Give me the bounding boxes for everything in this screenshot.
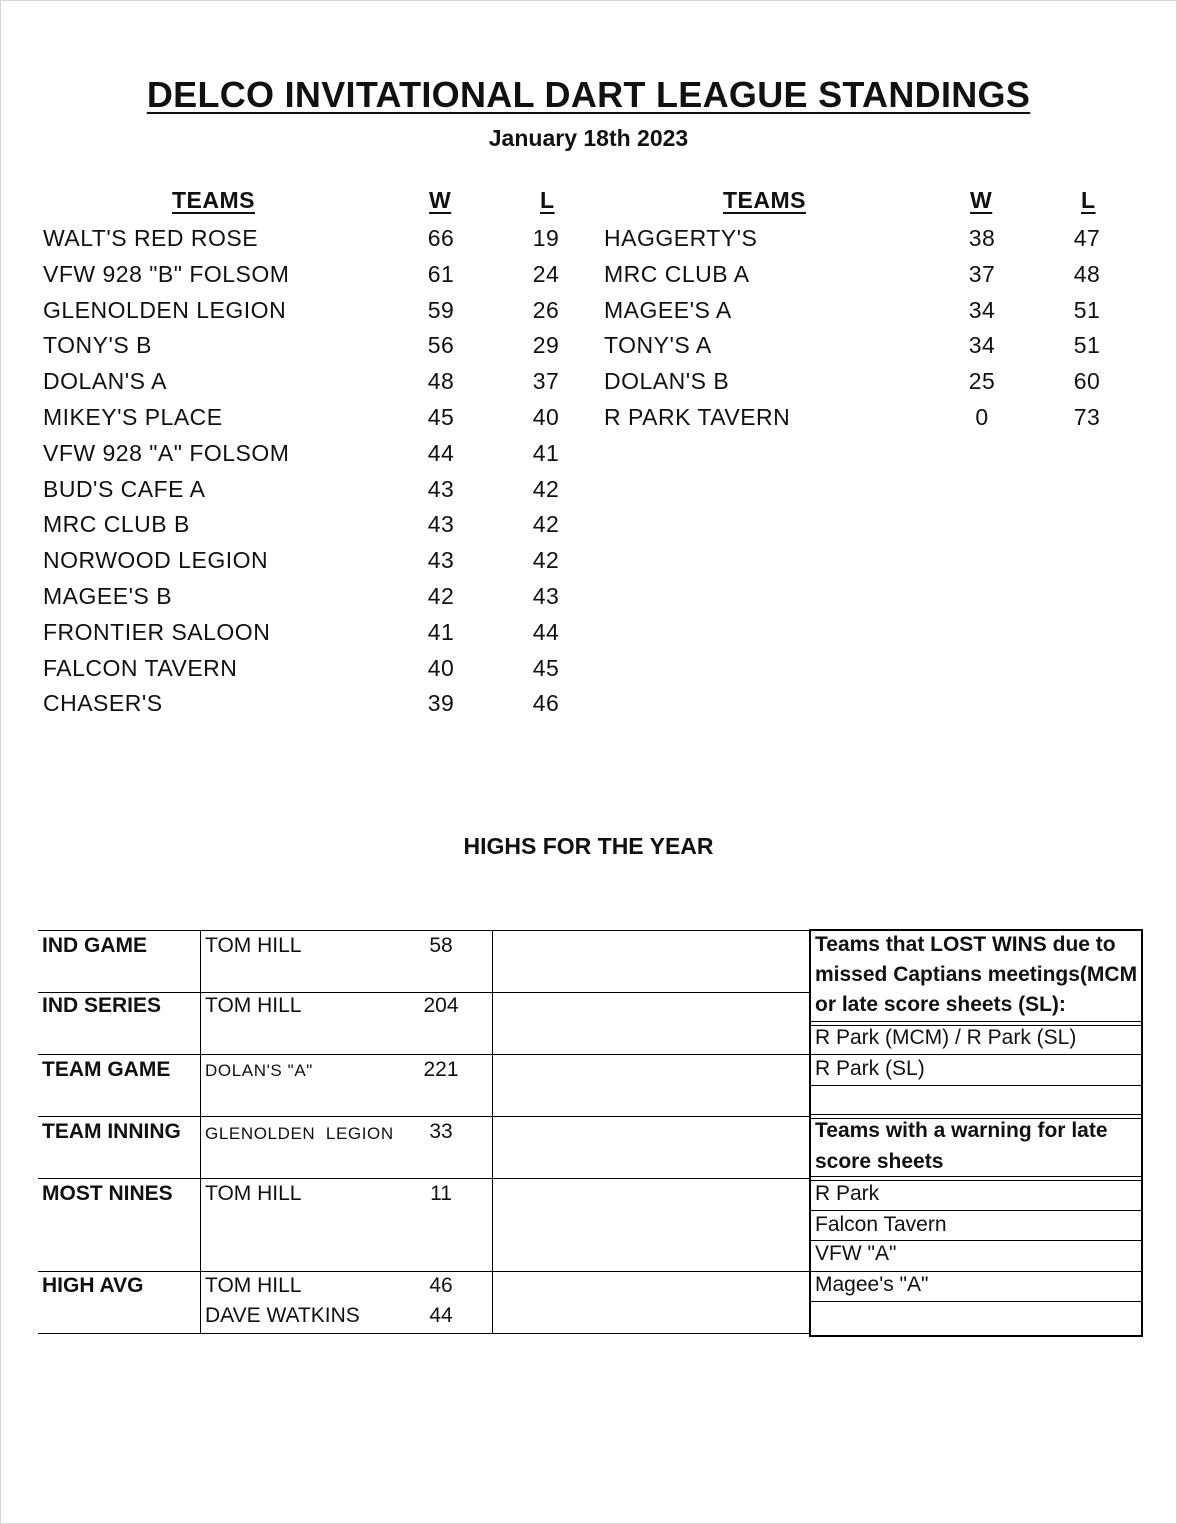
notes-rule <box>811 1085 1141 1086</box>
highs-value: 221 <box>423 1058 459 1081</box>
team-wins: 61 <box>427 260 455 287</box>
team-name: VFW 928 "A" FOLSOM <box>43 439 290 466</box>
table-rule <box>38 930 810 931</box>
losses-header: L <box>1081 187 1096 213</box>
team-wins: 56 <box>427 332 455 359</box>
team-wins: 48 <box>427 368 455 395</box>
team-name: HAGGERTY'S <box>604 225 758 251</box>
team-wins: 34 <box>968 332 996 359</box>
team-wins: 34 <box>968 296 996 323</box>
warning-item: Magee's "A" <box>815 1273 929 1296</box>
warning-item: VFW "A" <box>815 1242 897 1265</box>
table-rule <box>38 992 810 993</box>
lost-wins-title: Teams that LOST WINS due to <box>815 933 1116 956</box>
highs-value: 33 <box>429 1120 453 1143</box>
team-losses: 51 <box>1073 296 1101 323</box>
team-wins: 42 <box>427 583 455 609</box>
table-divider <box>492 930 493 1334</box>
page-title: DELCO INVITATIONAL DART LEAGUE STANDINGS <box>146 74 1031 115</box>
team-losses: 37 <box>532 368 560 395</box>
team-losses: 24 <box>532 260 560 287</box>
teams-header: TEAMS <box>723 187 806 213</box>
highs-name: DOLAN'S "A" <box>205 1061 313 1080</box>
team-name: TONY'S A <box>604 332 712 359</box>
lost-wins-item: R Park (MCM) / R Park (SL) <box>815 1026 1077 1049</box>
highs-name: TOM HILL <box>205 994 302 1017</box>
lost-wins-title: or late score sheets (SL): <box>815 993 1066 1016</box>
team-wins: 66 <box>427 225 455 251</box>
team-wins: 37 <box>968 260 996 287</box>
team-wins: 38 <box>968 225 996 251</box>
highs-title: HIGHS FOR THE YEAR <box>463 833 714 859</box>
highs-category: HIGH AVG <box>42 1274 144 1297</box>
team-wins: 25 <box>968 368 996 395</box>
team-wins: 43 <box>427 475 455 502</box>
warning-title: score sheets <box>815 1150 944 1173</box>
table-rule <box>38 1116 810 1117</box>
standings-date: January 18th 2023 <box>488 125 689 151</box>
team-losses: 45 <box>532 654 560 681</box>
highs-name: GLENOLDEN LEGION <box>205 1124 394 1143</box>
highs-category: IND SERIES <box>42 994 162 1017</box>
team-name: DOLAN'S B <box>604 368 730 395</box>
highs-value: 204 <box>423 994 459 1017</box>
team-name: MIKEY'S PLACE <box>43 404 223 430</box>
notes-rule <box>811 1210 1141 1211</box>
team-losses: 42 <box>532 547 560 574</box>
team-wins: 44 <box>427 439 455 466</box>
team-name: CHASER'S <box>43 690 163 717</box>
team-losses: 46 <box>532 690 560 717</box>
team-losses: 42 <box>532 475 560 502</box>
table-rule <box>38 1271 810 1272</box>
team-name: GLENOLDEN LEGION <box>43 296 287 323</box>
highs-category: IND GAME <box>42 934 147 957</box>
wins-header: W <box>429 187 452 213</box>
team-name: MRC CLUB A <box>604 260 750 287</box>
notes-box <box>809 929 1143 1337</box>
notes-rule <box>811 1301 1141 1302</box>
table-rule <box>38 1054 810 1055</box>
highs-category: TEAM GAME <box>42 1058 171 1081</box>
team-wins: 39 <box>427 690 455 717</box>
highs-category: MOST NINES <box>42 1182 173 1205</box>
team-name: DOLAN'S A <box>43 368 167 395</box>
lost-wins-item: R Park (SL) <box>815 1057 925 1080</box>
highs-name: TOM HILL <box>205 1274 302 1297</box>
team-name: FRONTIER SALOON <box>43 618 271 645</box>
warning-item: R Park <box>815 1182 880 1205</box>
warning-title: Teams with a warning for late <box>815 1119 1108 1142</box>
standings-left <box>43 187 583 727</box>
team-name: FALCON TAVERN <box>43 654 238 681</box>
team-losses: 48 <box>1073 260 1101 287</box>
notes-rule <box>811 1176 1141 1181</box>
team-name: BUD'S CAFE A <box>43 475 206 502</box>
team-name: NORWOOD LEGION <box>43 547 269 574</box>
highs-value: 46 <box>429 1274 453 1297</box>
team-name: R PARK TAVERN <box>604 404 791 430</box>
team-losses: 47 <box>1073 225 1101 251</box>
team-wins: 43 <box>427 547 455 574</box>
team-wins: 40 <box>427 654 455 681</box>
team-name: TONY'S B <box>43 332 152 359</box>
team-losses: 43 <box>532 583 560 609</box>
notes-rule <box>811 1271 1141 1272</box>
team-losses: 60 <box>1073 368 1101 395</box>
team-wins: 41 <box>427 618 455 645</box>
highs-name: DAVE WATKINS <box>205 1304 360 1327</box>
team-wins: 0 <box>975 404 989 430</box>
highs-value: 58 <box>429 934 453 957</box>
team-losses: 51 <box>1073 332 1101 359</box>
team-wins: 45 <box>427 404 455 430</box>
team-wins: 59 <box>427 296 455 323</box>
notes-rule <box>811 1240 1141 1241</box>
team-losses: 29 <box>532 332 560 359</box>
team-losses: 44 <box>532 618 560 645</box>
standings-right <box>604 187 1144 447</box>
wins-header: W <box>970 187 993 213</box>
team-losses: 19 <box>532 225 560 251</box>
losses-header: L <box>540 187 555 213</box>
lost-wins-title: missed Captians meetings(MCM <box>815 963 1138 986</box>
highs-category: TEAM INNING <box>42 1120 181 1143</box>
warning-item: Falcon Tavern <box>815 1213 947 1236</box>
team-name: MAGEE'S B <box>43 583 173 609</box>
team-name: MRC CLUB B <box>43 511 190 538</box>
highs-value: 11 <box>430 1182 452 1205</box>
highs-name: TOM HILL <box>205 934 302 957</box>
table-rule <box>38 1178 810 1179</box>
table-divider <box>200 930 201 1334</box>
team-name: VFW 928 "B" FOLSOM <box>43 260 290 287</box>
team-wins: 43 <box>427 511 455 538</box>
team-losses: 41 <box>532 439 560 466</box>
team-name: WALT'S RED ROSE <box>43 225 259 251</box>
highs-value: 44 <box>429 1304 453 1327</box>
team-name: MAGEE'S A <box>604 296 732 323</box>
highs-name: TOM HILL <box>205 1182 302 1205</box>
table-rule <box>38 1333 810 1334</box>
notes-rule <box>811 1054 1141 1055</box>
team-losses: 26 <box>532 296 560 323</box>
team-losses: 42 <box>532 511 560 538</box>
team-losses: 73 <box>1073 404 1101 430</box>
teams-header: TEAMS <box>172 187 255 213</box>
team-losses: 40 <box>532 404 560 430</box>
